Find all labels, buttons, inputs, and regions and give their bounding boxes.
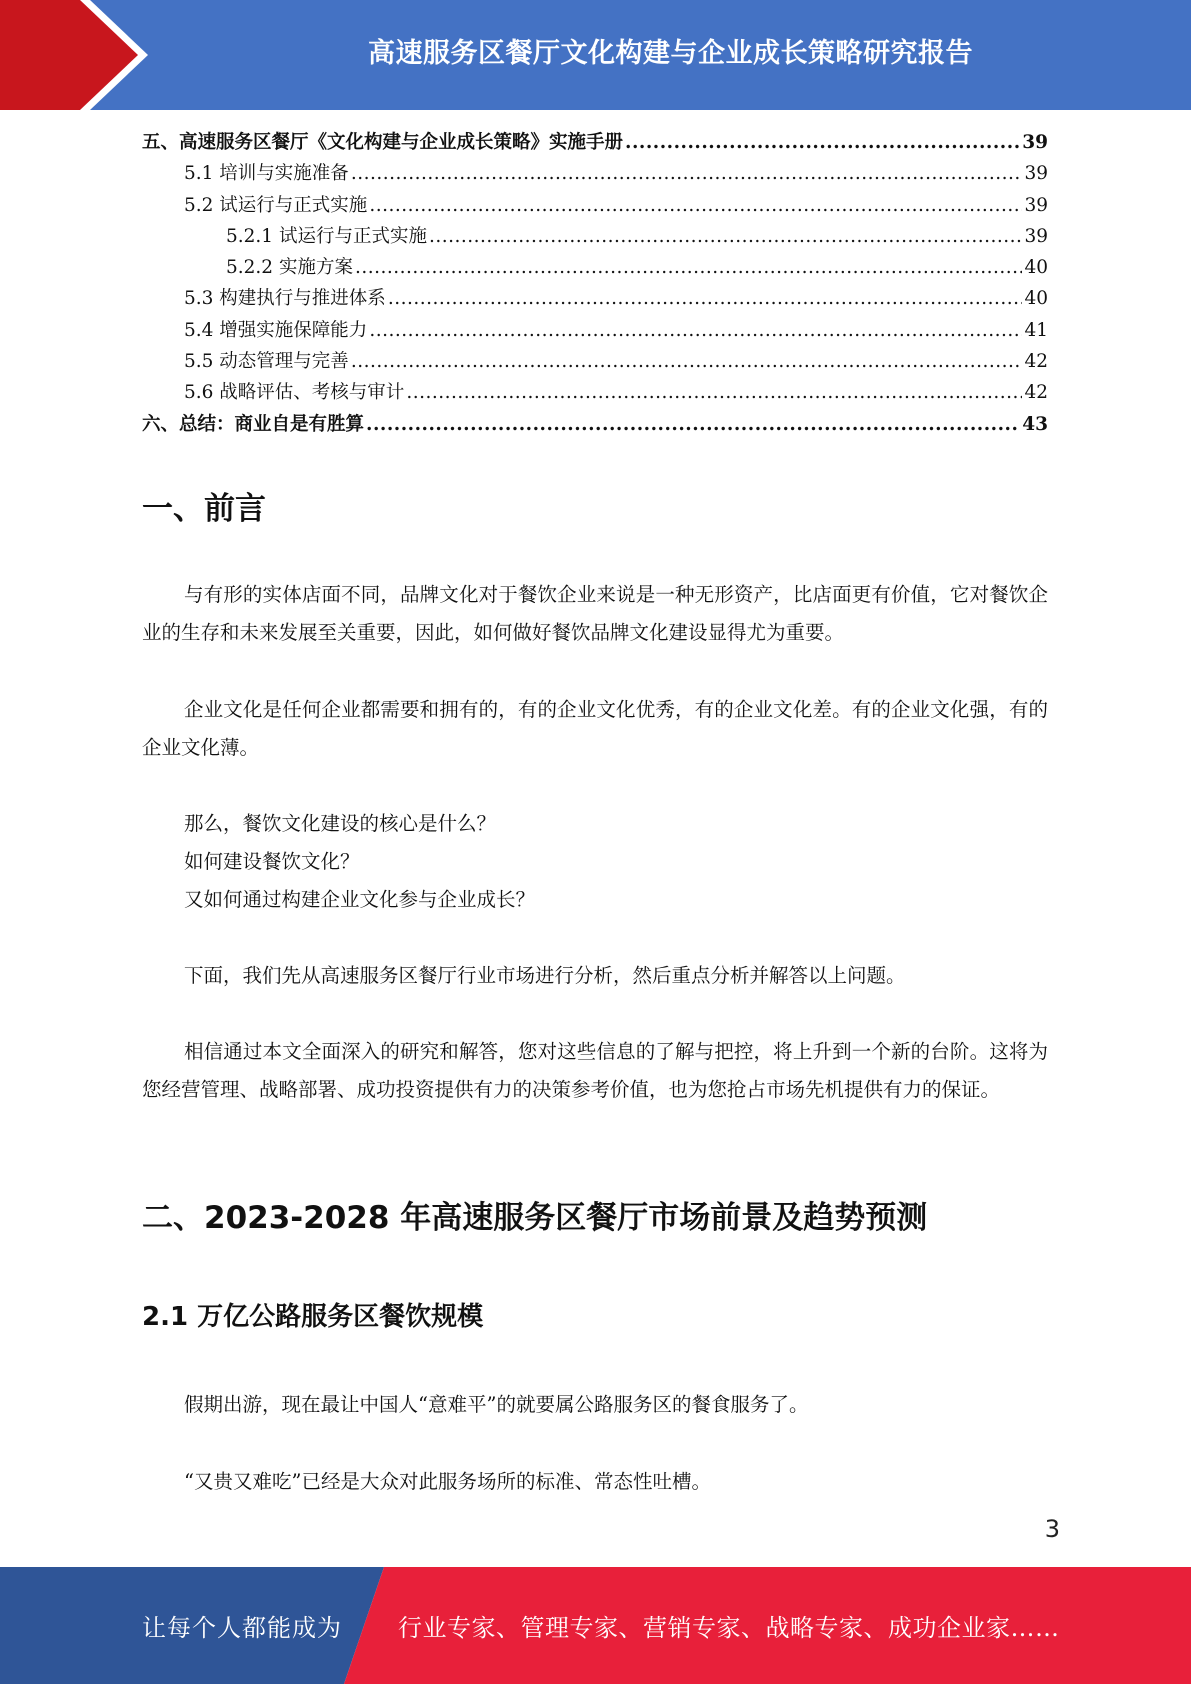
toc-entry[interactable] xyxy=(142,222,1048,253)
toc-entry[interactable] xyxy=(142,191,1048,222)
toc-leader-dots xyxy=(369,320,1022,341)
toc-entry-page: 42 xyxy=(1024,382,1048,404)
toc-entry-label: 5.2.1 试运行与正式实施 xyxy=(226,225,427,247)
toc-entry-page: 39 xyxy=(1024,163,1048,185)
toc-leader-dots xyxy=(429,226,1022,247)
toc-entry-label: 5.3 构建执行与推进体系 xyxy=(184,288,386,310)
section-heading-preface: 一、前言 xyxy=(142,491,266,527)
toc-entry-label: 5.2 试运行与正式实施 xyxy=(184,194,368,216)
toc-entry[interactable] xyxy=(142,159,1048,190)
toc-entry-page: 41 xyxy=(1024,319,1048,341)
section-heading-market-forecast: 二、2023-2028 年高速服务区餐厅市场前景及趋势预测 xyxy=(142,1200,928,1236)
question-line: 又如何通过构建企业文化参与企业成长？ xyxy=(184,888,536,911)
toc-entry-label: 5.4 增强实施保障能力 xyxy=(184,319,368,341)
toc-entry-label: 5.1 培训与实施准备 xyxy=(184,163,349,185)
table-of-contents xyxy=(142,128,1048,441)
toc-entry-page: 40 xyxy=(1024,257,1048,279)
toc-entry-page: 40 xyxy=(1024,288,1048,310)
toc-leader-dots xyxy=(369,195,1022,216)
toc-entry[interactable] xyxy=(142,378,1048,409)
header-title: 高速服务区餐厅文化构建与企业成长策略研究报告 xyxy=(368,37,973,69)
paragraph: 与有形的实体店面不同，品牌文化对于餐饮企业来说是一种无形资产，比店面更有价值，它对餐饮企业的生存和未来发展至关重要，因此，如何做好餐饮品牌文化建设显得尤为重要。 xyxy=(142,583,1048,644)
toc-entry[interactable] xyxy=(142,316,1048,347)
subsection-heading: 2.1 万亿公路服务区餐饮规模 xyxy=(142,1302,484,1332)
toc-entry[interactable] xyxy=(142,347,1048,378)
page-number: 3 xyxy=(1044,1515,1060,1543)
toc-leader-dots xyxy=(406,382,1022,403)
toc-entry[interactable] xyxy=(142,410,1048,441)
toc-entry-label: 六、总结：商业自是有胜算 xyxy=(142,413,365,435)
toc-entry-page: 39 xyxy=(1022,132,1048,153)
toc-entry-page: 43 xyxy=(1022,413,1048,435)
toc-leader-dots xyxy=(366,414,1020,435)
page-footer xyxy=(0,1567,1191,1684)
toc-entry-page: 42 xyxy=(1024,351,1048,373)
toc-leader-dots xyxy=(351,351,1023,372)
question-line: 如何建设餐饮文化？ xyxy=(184,850,360,873)
toc-entry-page: 39 xyxy=(1024,194,1048,216)
toc-entry-label: 五、高速服务区餐厅《文化构建与企业成长策略》实施手册 xyxy=(142,132,624,153)
page-header xyxy=(0,0,1191,110)
toc-leader-dots xyxy=(388,288,1023,309)
paragraph: 假期出游，现在最让中国人“意难平”的就要属公路服务区的餐食服务了。 xyxy=(184,1393,809,1416)
toc-entry[interactable] xyxy=(142,128,1048,159)
toc-entry-page: 39 xyxy=(1024,225,1048,247)
paragraph: 下面，我们先从高速服务区餐厅行业市场进行分析，然后重点分析并解答以上问题。 xyxy=(184,964,906,987)
toc-entry-label: 5.2.2 实施方案 xyxy=(226,257,353,279)
toc-entry-label: 5.6 战略评估、考核与审计 xyxy=(184,382,405,404)
toc-entry-label: 5.5 动态管理与完善 xyxy=(184,351,349,373)
toc-entry[interactable] xyxy=(142,253,1048,284)
footer-slogan-left: 让每个人都能成为 xyxy=(142,1614,342,1642)
paragraph: “又贵又难吃”已经是大众对此服务场所的标准、常态性吐槽。 xyxy=(184,1470,711,1493)
toc-leader-dots xyxy=(625,132,1020,153)
footer-slogan-right: 行业专家、管理专家、营销专家、战略专家、成功企业家…… xyxy=(398,1614,1060,1642)
toc-entry[interactable] xyxy=(142,284,1048,315)
toc-leader-dots xyxy=(351,163,1023,184)
paragraph: 相信通过本文全面深入的研究和解答，您对这些信息的了解与把控，将上升到一个新的台阶。这将为您经营管理、战略部署、成功投资提供有力的决策参考价值，也为您抢占市场先机提供有力的保证。 xyxy=(142,1040,1048,1101)
toc-leader-dots xyxy=(355,257,1023,278)
question-line: 那么，餐饮文化建设的核心是什么？ xyxy=(184,812,497,835)
paragraph: 企业文化是任何企业都需要和拥有的，有的企业文化优秀，有的企业文化差。有的企业文化强，有的企业文化薄。 xyxy=(142,698,1048,759)
